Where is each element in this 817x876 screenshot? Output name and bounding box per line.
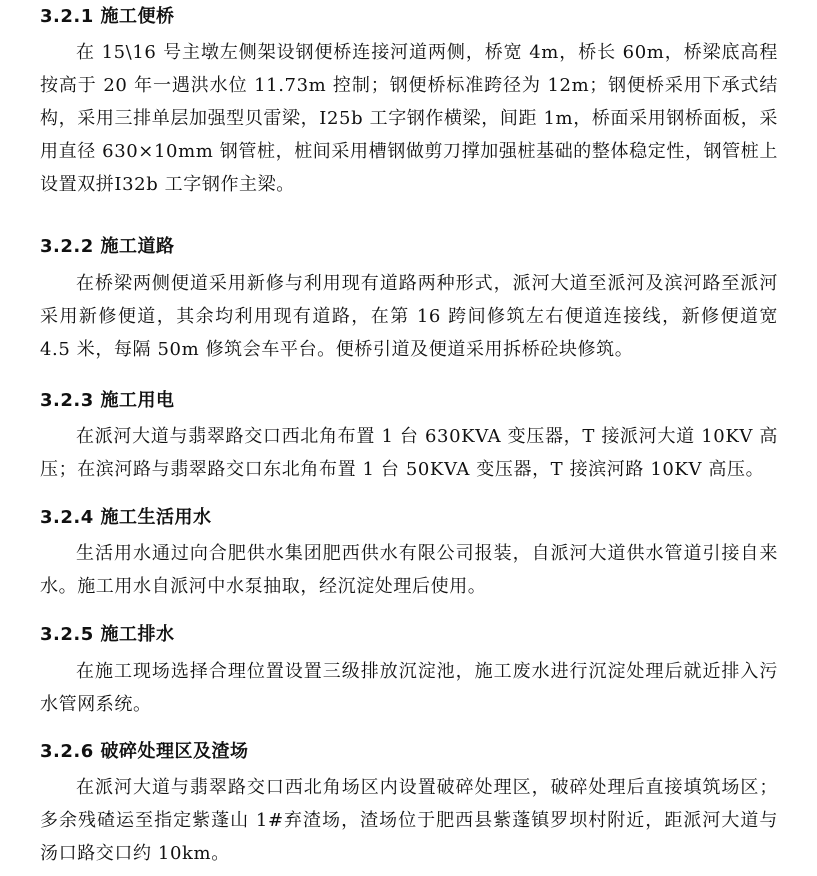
section-body-3-2-3: 在派河大道与翡翠路交口西北角布置 1 台 630KVA 变压器，T 接派河大道 10KV 高压；在滨河路与翡翠路交口东北角布置 1 台 50KVA 变压器，T 接滨河路 10KV 高压。	[40, 426, 778, 480]
section-heading-3-2-1: 3.2.1 施工便桥	[40, 6, 175, 27]
section-body-3-2-4: 生活用水通过向合肥供水集团肥西供水有限公司报装，自派河大道供水管道引接自来水。施工用水自派河中水泵抽取，经沉淀处理后使用。	[40, 543, 778, 597]
section-heading-3-2-2: 3.2.2 施工道路	[40, 236, 175, 257]
section-body-3-2-1: 在 15\16 号主墩左侧架设钢便桥连接河道两侧，桥宽 4m，桥长 60m，桥梁底高程按高于 20 年一遇洪水位 11.73m 控制；钢便桥标准跨径为 12m；钢便桥采用下承式结构，采用三排单层加强型贝雷梁，Ⅰ25b 工字钢作横梁，间距 1m，桥面采用钢桥面板，采用直径 630×10mm 钢管桩，桩间采用槽钢做剪刀撑加强桩基础的整体稳定性，钢管桩上设置双拼Ⅰ32b 工字钢作主梁。	[40, 42, 778, 195]
section-body-3-2-6: 在派河大道与翡翠路交口西北角场区内设置破碎处理区，破碎处理后直接填筑场区；多余残碴运至指定紫蓬山 1#弃渣场，渣场位于肥西县紫蓬镇罗坝村附近，距派河大道与汤口路交口约 10km。	[40, 777, 778, 864]
section-heading-3-2-5: 3.2.5 施工排水	[40, 624, 175, 645]
section-heading-3-2-3: 3.2.3 施工用电	[40, 390, 175, 411]
section-body-3-2-5: 在施工现场选择合理位置设置三级排放沉淀池，施工废水进行沉淀处理后就近排入污水管网系统。	[40, 661, 778, 715]
section-heading-3-2-6: 3.2.6 破碎处理区及渣场	[40, 741, 249, 762]
section-heading-3-2-4: 3.2.4 施工生活用水	[40, 507, 212, 528]
section-body-3-2-2: 在桥梁两侧便道采用新修与利用现有道路两种形式，派河大道至派河及滨河路至派河采用新修便道，其余均利用现有道路，在第 16 跨间修筑左右便道连接线，新修便道宽 4.5 米，每隔 50m 修筑会车平台。便桥引道及便道采用拆桥砼块修筑。	[40, 273, 778, 360]
